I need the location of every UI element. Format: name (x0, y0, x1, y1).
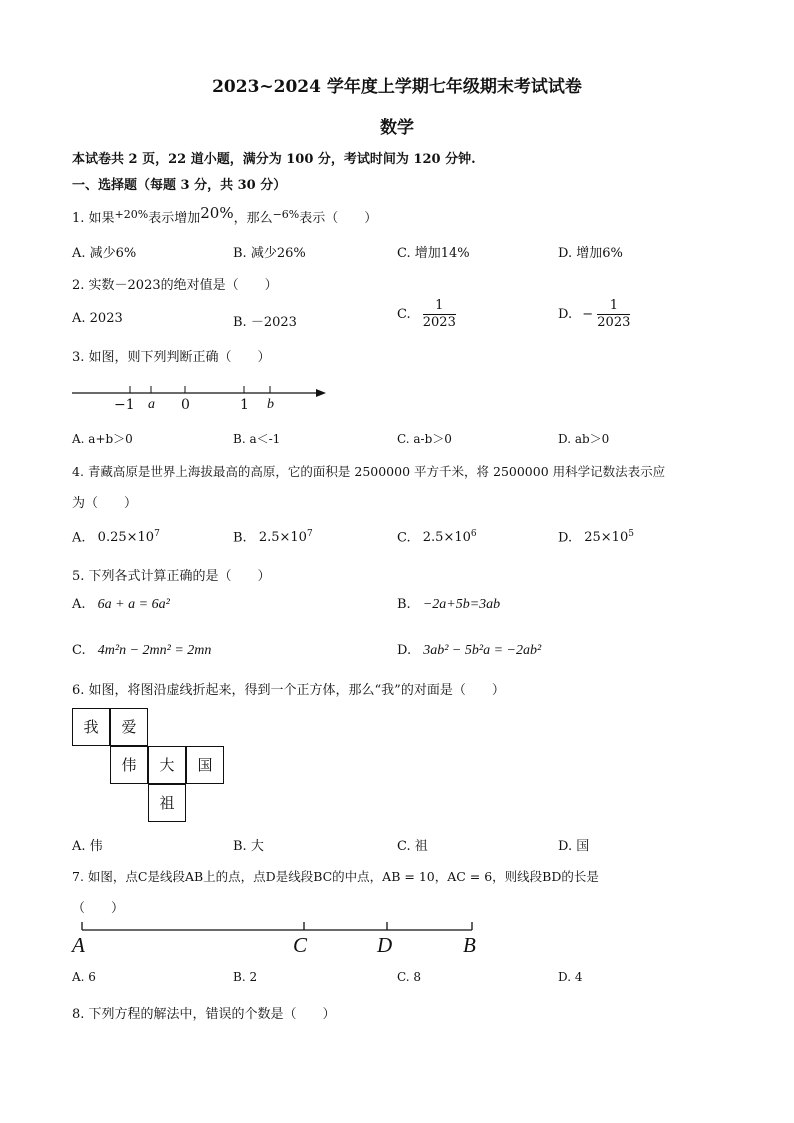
cube-net-cell-ai: 爱 (110, 708, 148, 746)
axis-label-1: 1 (240, 397, 249, 413)
question-5-stem: 5. 下列各式计算正确的是（ ） (72, 569, 271, 584)
q2-option-c-fraction (423, 298, 456, 331)
q1-expr3: −6% (272, 208, 300, 221)
q5-option-b-label: B. (397, 597, 411, 612)
q1-option-c[interactable]: C. 增加14% (397, 246, 470, 261)
q3-option-a[interactable]: A. a+b＞0 (72, 432, 133, 446)
subject-title: 数学 (380, 118, 414, 138)
q2-option-c-label: C. (397, 307, 411, 322)
q4-option-b[interactable] (233, 529, 313, 545)
cube-net-cell-guo: 国 (186, 746, 224, 784)
q2-option-d-sign: − (582, 307, 594, 322)
point-label-a: A (72, 933, 85, 957)
q7-option-d[interactable]: D. 4 (558, 970, 583, 984)
q1-prefix: 1. 如果 (72, 211, 115, 226)
question-4-stem-line2: 为（ ） (72, 496, 138, 511)
axis-label-b: b (267, 397, 274, 412)
q4-option-a-base: 0.25×10 (97, 530, 155, 546)
q6-option-b[interactable]: B. 大 (233, 839, 264, 854)
q7-option-b[interactable]: B. 2 (233, 970, 258, 984)
q4-option-c[interactable] (397, 529, 477, 545)
q5-option-b[interactable] (397, 597, 500, 613)
q1-option-a[interactable]: A. 减少6% (72, 246, 137, 261)
q4-option-d-exp: 5 (628, 529, 634, 539)
q4-option-b-exp: 7 (306, 529, 313, 539)
q4-option-a-label: A. (72, 530, 86, 546)
point-label-d: D (377, 933, 393, 957)
axis-label-a: a (148, 397, 155, 412)
q1-expr2: 20% (200, 204, 234, 222)
question-1-stem (72, 204, 378, 226)
q4-option-a-exp: 7 (154, 529, 160, 539)
section-heading: 一、选择题（每题 3 分，共 30 分） (72, 178, 287, 193)
question-7-stem-line1: 7. 如图，点C是线段AB上的点，点D是线段BC的中点，AB = 10，AC = 6，则线段BD的长是 (72, 869, 599, 884)
q4-option-a[interactable] (72, 529, 160, 545)
q4-option-d-base: 25×10 (584, 530, 629, 546)
number-line-arrow (316, 389, 326, 397)
q1-expr1: +20% (114, 208, 149, 221)
number-line-figure (68, 380, 338, 420)
q5-option-c-expr: 4m²n − 2mn² = 2mn (97, 643, 212, 658)
q6-option-d[interactable]: D. 国 (558, 839, 590, 854)
q5-option-a-label: A. (72, 597, 86, 612)
question-2-stem: 2. 实数－2023的绝对值是（ ） (72, 278, 278, 293)
question-8-stem: 8. 下列方程的解法中，错误的个数是（ ） (72, 1007, 336, 1022)
exam-title: 2023~2024 学年度上学期七年级期末考试试卷 (212, 77, 582, 97)
cube-net-cell-da: 大 (148, 746, 186, 784)
fraction-numerator: 1 (423, 298, 456, 315)
q7-option-c[interactable]: C. 8 (397, 970, 422, 984)
question-4-stem-line1: 4. 青藏高原是世界上海拔最高的高原，它的面积是 2500000 平方千米，将 2500000 用科学记数法表示应 (72, 464, 666, 479)
q2-option-d-fraction (597, 298, 630, 331)
q3-option-b[interactable]: B. a＜-1 (233, 432, 281, 446)
question-3-stem: 3. 如图，则下列判断正确（ ） (72, 350, 271, 365)
q1-option-d[interactable]: D. 增加6% (558, 246, 623, 261)
q7-option-a[interactable]: A. 6 (72, 970, 96, 984)
instructions: 本试卷共 2 页，22 道小题，满分为 100 分，考试时间为 120 分钟. (72, 152, 476, 167)
q4-option-c-label: C. (397, 530, 411, 546)
q4-option-c-base: 2.5×10 (422, 530, 471, 546)
segment-figure (78, 918, 478, 936)
q2-option-c[interactable] (397, 298, 456, 331)
q4-option-b-label: B. (233, 530, 247, 546)
q5-option-d-expr: 3ab² − 5b²a = −2ab² (423, 643, 542, 658)
q2-option-d-label: D. (558, 307, 573, 322)
fraction-numerator: 1 (597, 298, 630, 315)
q4-option-d-label: D. (558, 530, 573, 546)
q4-option-b-base: 2.5×10 (258, 530, 307, 546)
q1-option-b[interactable]: B. 减少26% (233, 246, 306, 261)
question-6-stem: 6. 如图，将图沿虚线折起来，得到一个正方体，那么“我”的对面是（ ） (72, 683, 505, 698)
question-7-stem-line2: （ ） (72, 901, 125, 916)
q5-option-c-label: C. (72, 643, 86, 658)
cube-net-cell-wei: 伟 (110, 746, 148, 784)
fraction-denominator: 2023 (422, 315, 456, 330)
axis-label-neg1: −1 (114, 397, 135, 413)
cube-net-cell-wo: 我 (72, 708, 110, 746)
q3-option-d[interactable]: D. ab＞0 (558, 432, 610, 446)
fraction-denominator: 2023 (597, 315, 631, 330)
q4-option-d[interactable] (558, 529, 634, 545)
point-label-b: B (463, 933, 476, 957)
q5-option-d-label: D. (397, 643, 412, 658)
q5-option-c[interactable] (72, 643, 211, 659)
q1-mid: 表示增加 (148, 211, 201, 226)
q5-option-a-expr: 6a + a = 6a² (97, 597, 170, 612)
q5-option-a[interactable] (72, 597, 170, 613)
q4-option-c-exp: 6 (470, 529, 477, 539)
cube-net-cell-zu: 祖 (148, 784, 186, 822)
q1-suffix: 表示（ ） (299, 211, 378, 226)
q2-option-d[interactable] (558, 298, 630, 331)
q2-option-b[interactable]: B. －2023 (233, 315, 297, 330)
q5-option-b-expr: −2a+5b=3ab (422, 597, 501, 612)
q6-option-a[interactable]: A. 伟 (72, 839, 103, 854)
q1-mid2: ，那么 (233, 211, 273, 226)
q6-option-c[interactable]: C. 祖 (397, 839, 428, 854)
point-label-c: C (293, 933, 308, 957)
q2-option-a[interactable]: A. 2023 (72, 311, 123, 326)
q3-option-c[interactable]: C. a-b＞0 (397, 432, 452, 446)
q5-option-d[interactable] (397, 643, 541, 659)
axis-label-0: 0 (181, 397, 190, 413)
